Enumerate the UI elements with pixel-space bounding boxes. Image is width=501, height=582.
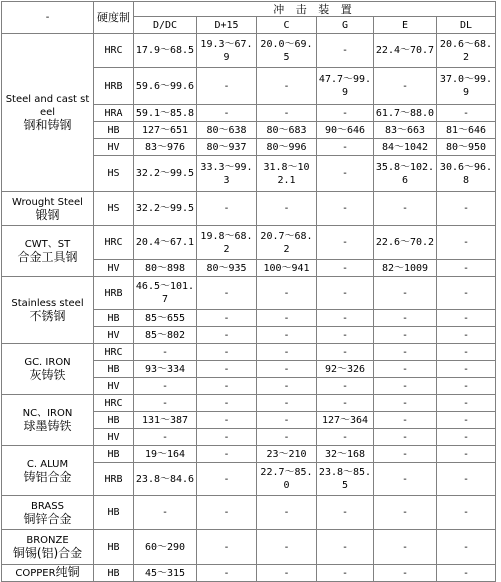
hardness-range-ddc: 85～802	[134, 327, 197, 344]
hardness-range-g: 32～168	[317, 446, 374, 463]
hardness-range-e: -	[374, 412, 437, 429]
hardness-range-ddc: 80～898	[134, 260, 197, 277]
header-corner: -	[2, 2, 94, 34]
hardness-range-e: -	[374, 378, 437, 395]
material-name-zh: 铜锡(铝)合金	[12, 546, 83, 560]
hardness-range-e: 22.4～70.7	[374, 34, 437, 68]
hardness-range-g: -	[317, 139, 374, 156]
hardness-range-d15: -	[197, 105, 257, 122]
hardness-range-dl: -	[437, 361, 496, 378]
hardness-range-e: -	[374, 496, 437, 530]
hardness-range-ddc: 17.9～68.5	[134, 34, 197, 68]
hardness-scale: HRC	[94, 344, 134, 361]
material-label	[2, 277, 94, 344]
material-label	[2, 565, 94, 582]
hardness-range-ddc: 60～290	[134, 530, 197, 565]
hardness-range-d15: -	[197, 565, 257, 582]
hardness-range-dl: 20.6～68.2	[437, 34, 496, 68]
material-name-en: C. ALUM	[26, 458, 69, 470]
hardness-range-g: -	[317, 156, 374, 192]
hardness-range-e: -	[374, 310, 437, 327]
table-row	[2, 277, 496, 310]
table-row	[2, 496, 496, 530]
table-row	[2, 226, 496, 260]
hardness-range-d15: -	[197, 412, 257, 429]
table-row	[2, 34, 496, 68]
hardness-range-g: -	[317, 530, 374, 565]
hardness-range-dl: -	[437, 277, 496, 310]
material-name-en: NC、IRON	[22, 408, 73, 419]
hardness-range-dl: -	[437, 327, 496, 344]
hardness-scale: HV	[94, 378, 134, 395]
hardness-scale: HB	[94, 361, 134, 378]
hardness-scale: HRC	[94, 395, 134, 412]
hardness-scale: HB	[94, 530, 134, 565]
hardness-scale: HV	[94, 429, 134, 446]
hardness-range-e: -	[374, 327, 437, 344]
hardness-range-ddc: 83～976	[134, 139, 197, 156]
material-name-zh: 铸铝合金	[23, 469, 72, 484]
material-name-zh: 球墨铸铁	[23, 419, 72, 433]
hardness-range-e: 82～1009	[374, 260, 437, 277]
hardness-range-dl: -	[437, 226, 496, 260]
hardness-range-d15: 80～935	[197, 260, 257, 277]
hardness-range-e: -	[374, 68, 437, 105]
header-impact-device-title: 冲 击 装 置	[134, 2, 496, 17]
hardness-scale: HB	[94, 446, 134, 463]
hardness-range-ddc: 32.2～99.5	[134, 156, 197, 192]
hardness-range-g: -	[317, 310, 374, 327]
hardness-range-ddc: 127～651	[134, 122, 197, 139]
header-device-3: G	[317, 17, 374, 34]
hardness-scale: HB	[94, 310, 134, 327]
material-name-zh: 合金工具钢	[17, 250, 78, 264]
hardness-range-c: -	[257, 277, 317, 310]
material-label	[2, 344, 94, 395]
hardness-range-e: -	[374, 429, 437, 446]
hardness-range-e: 35.8～102.6	[374, 156, 437, 192]
material-name-zh: 钢和铸钢	[23, 118, 72, 132]
hardness-range-dl: -	[437, 412, 496, 429]
hardness-range-c: -	[257, 412, 317, 429]
hardness-range-e: -	[374, 192, 437, 226]
hardness-range-c: -	[257, 361, 317, 378]
hardness-range-ddc: -	[134, 344, 197, 361]
hardness-scale: HRA	[94, 105, 134, 122]
material-name-en: CWT、ST	[24, 239, 71, 250]
hardness-range-e: 22.6～70.2	[374, 226, 437, 260]
hardness-scale: HV	[94, 327, 134, 344]
table-row	[2, 192, 496, 226]
hardness-range-g: -	[317, 327, 374, 344]
hardness-range-c: -	[257, 192, 317, 226]
material-name-zh: 锻钢	[35, 207, 60, 222]
hardness-range-g: -	[317, 34, 374, 68]
hardness-range-c: 22.7～85.0	[257, 463, 317, 496]
hardness-range-c: -	[257, 105, 317, 122]
hardness-range-c: 80～996	[257, 139, 317, 156]
hardness-range-d15: -	[197, 361, 257, 378]
hardness-range-c: -	[257, 327, 317, 344]
header-device-4: E	[374, 17, 437, 34]
hardness-range-e: -	[374, 463, 437, 496]
hardness-range-d15: -	[197, 378, 257, 395]
hardness-range-d15: 19.8～68.2	[197, 226, 257, 260]
header-device-0: D/DC	[134, 17, 197, 34]
hardness-range-g: -	[317, 378, 374, 395]
hardness-range-e: -	[374, 361, 437, 378]
material-name-zh: 铜锌合金	[23, 511, 72, 526]
hardness-range-g: -	[317, 395, 374, 412]
material-label	[2, 446, 94, 496]
hardness-range-c: -	[257, 378, 317, 395]
hardness-range-c: 31.8～102.1	[257, 156, 317, 192]
hardness-range-dl: -	[437, 429, 496, 446]
hardness-range-c: -	[257, 68, 317, 105]
header-device-1: D+15	[197, 17, 257, 34]
hardness-range-dl: -	[437, 395, 496, 412]
table-row	[2, 530, 496, 565]
material-label	[2, 34, 94, 192]
hardness-range-d15: -	[197, 463, 257, 496]
hardness-range-dl: -	[437, 463, 496, 496]
hardness-range-d15: 19.3～67.9	[197, 34, 257, 68]
hardness-range-dl: -	[437, 565, 496, 582]
hardness-range-e: 84～1042	[374, 139, 437, 156]
hardness-range-d15: -	[197, 496, 257, 530]
hardness-range-ddc: -	[134, 496, 197, 530]
hardness-range-dl: -	[437, 192, 496, 226]
hardness-range-dl: -	[437, 378, 496, 395]
hardness-scale: HB	[94, 412, 134, 429]
hardness-range-e: -	[374, 395, 437, 412]
hardness-range-d15: -	[197, 429, 257, 446]
hardness-scale: HB	[94, 565, 134, 582]
hardness-scale: HV	[94, 260, 134, 277]
hardness-range-d15: 80～937	[197, 139, 257, 156]
hardness-range-d15: 80～638	[197, 122, 257, 139]
material-name-en: Steel and cast steel	[5, 94, 90, 118]
hardness-range-e: -	[374, 565, 437, 582]
hardness-range-d15: -	[197, 530, 257, 565]
hardness-range-e: -	[374, 277, 437, 310]
hardness-scale: HV	[94, 139, 134, 156]
hardness-range-c: -	[257, 565, 317, 582]
material-name-zh: 纯铜	[55, 565, 80, 579]
material-label	[2, 496, 94, 530]
hardness-range-c: 20.0～69.5	[257, 34, 317, 68]
hardness-range-g: 23.8～85.5	[317, 463, 374, 496]
hardness-range-e: -	[374, 446, 437, 463]
hardness-range-g: -	[317, 105, 374, 122]
hardness-scale: HRB	[94, 277, 134, 310]
hardness-scale: HRB	[94, 68, 134, 105]
header-device-5: DL	[437, 17, 496, 34]
hardness-range-dl: 30.6～96.8	[437, 156, 496, 192]
hardness-conversion-table	[1, 1, 496, 582]
material-label	[2, 395, 94, 446]
material-name-en: BRASS	[31, 500, 64, 512]
hardness-range-dl: 80～950	[437, 139, 496, 156]
hardness-range-c: 80～683	[257, 122, 317, 139]
hardness-range-c: -	[257, 344, 317, 361]
hardness-range-g: 92～326	[317, 361, 374, 378]
hardness-scale: HRC	[94, 226, 134, 260]
hardness-scale: HRC	[94, 34, 134, 68]
table-row	[2, 565, 496, 582]
hardness-range-c: 100～941	[257, 260, 317, 277]
hardness-range-c: -	[257, 530, 317, 565]
hardness-range-ddc: 46.5～101.7	[134, 277, 197, 310]
hardness-range-g: 47.7～99.9	[317, 68, 374, 105]
hardness-range-c: 20.7～68.2	[257, 226, 317, 260]
hardness-scale: HRB	[94, 463, 134, 496]
table-row	[2, 344, 496, 361]
material-name-en: Stainless steel	[11, 298, 84, 309]
hardness-range-d15: -	[197, 395, 257, 412]
material-name-zh: 灰铸铁	[29, 368, 66, 382]
hardness-scale: HB	[94, 496, 134, 530]
hardness-range-g: -	[317, 277, 374, 310]
hardness-range-g: 127～364	[317, 412, 374, 429]
hardness-range-ddc: 59.1～85.8	[134, 105, 197, 122]
hardness-range-d15: -	[197, 446, 257, 463]
hardness-range-e: 61.7～88.0	[374, 105, 437, 122]
hardness-range-c: -	[257, 496, 317, 530]
hardness-range-ddc: 20.4～67.1	[134, 226, 197, 260]
material-name-en: Wrought Steel	[12, 196, 83, 208]
hardness-range-g: 90～646	[317, 122, 374, 139]
hardness-range-d15: -	[197, 277, 257, 310]
hardness-range-d15: 33.3～99.3	[197, 156, 257, 192]
material-label	[2, 192, 94, 226]
hardness-range-ddc: 32.2～99.5	[134, 192, 197, 226]
hardness-range-ddc: 131～387	[134, 412, 197, 429]
hardness-range-ddc: -	[134, 395, 197, 412]
hardness-range-ddc: 93～334	[134, 361, 197, 378]
hardness-range-dl: -	[437, 344, 496, 361]
hardness-range-c: -	[257, 310, 317, 327]
hardness-scale: HS	[94, 156, 134, 192]
table-row	[2, 446, 496, 463]
hardness-range-ddc: 85～655	[134, 310, 197, 327]
hardness-range-dl: 37.0～99.9	[437, 68, 496, 105]
hardness-range-ddc: -	[134, 429, 197, 446]
hardness-range-d15: -	[197, 192, 257, 226]
hardness-range-dl: -	[437, 105, 496, 122]
material-label	[2, 530, 94, 565]
hardness-range-dl: -	[437, 446, 496, 463]
material-name-en: COPPER	[15, 568, 56, 579]
table-row	[2, 395, 496, 412]
hardness-range-ddc: 45～315	[134, 565, 197, 582]
hardness-range-g: -	[317, 226, 374, 260]
hardness-range-dl: 81～646	[437, 122, 496, 139]
header-device-2: C	[257, 17, 317, 34]
hardness-scale: HS	[94, 192, 134, 226]
hardness-range-e: -	[374, 530, 437, 565]
header-scale-label: 硬度制	[94, 2, 134, 34]
hardness-range-g: -	[317, 344, 374, 361]
hardness-range-dl: -	[437, 496, 496, 530]
hardness-range-d15: -	[197, 310, 257, 327]
hardness-range-g: -	[317, 496, 374, 530]
hardness-range-ddc: 19～164	[134, 446, 197, 463]
hardness-range-ddc: -	[134, 378, 197, 395]
hardness-range-ddc: 23.8～84.6	[134, 463, 197, 496]
hardness-range-e: 83～663	[374, 122, 437, 139]
material-name-en: BRONZE	[26, 535, 69, 546]
hardness-scale: HB	[94, 122, 134, 139]
hardness-range-e: -	[374, 344, 437, 361]
material-name-zh: 不锈钢	[29, 309, 66, 323]
hardness-range-g: -	[317, 192, 374, 226]
hardness-range-dl: -	[437, 530, 496, 565]
hardness-range-ddc: 59.6～99.6	[134, 68, 197, 105]
hardness-range-dl: -	[437, 310, 496, 327]
material-name-en: GC. IRON	[24, 357, 71, 368]
hardness-range-d15: -	[197, 68, 257, 105]
hardness-range-dl: -	[437, 260, 496, 277]
hardness-range-g: -	[317, 565, 374, 582]
hardness-range-d15: -	[197, 327, 257, 344]
hardness-range-c: -	[257, 395, 317, 412]
material-label	[2, 226, 94, 277]
hardness-range-g: -	[317, 260, 374, 277]
hardness-range-c: 23～210	[257, 446, 317, 463]
hardness-range-c: -	[257, 429, 317, 446]
hardness-range-d15: -	[197, 344, 257, 361]
hardness-range-g: -	[317, 429, 374, 446]
